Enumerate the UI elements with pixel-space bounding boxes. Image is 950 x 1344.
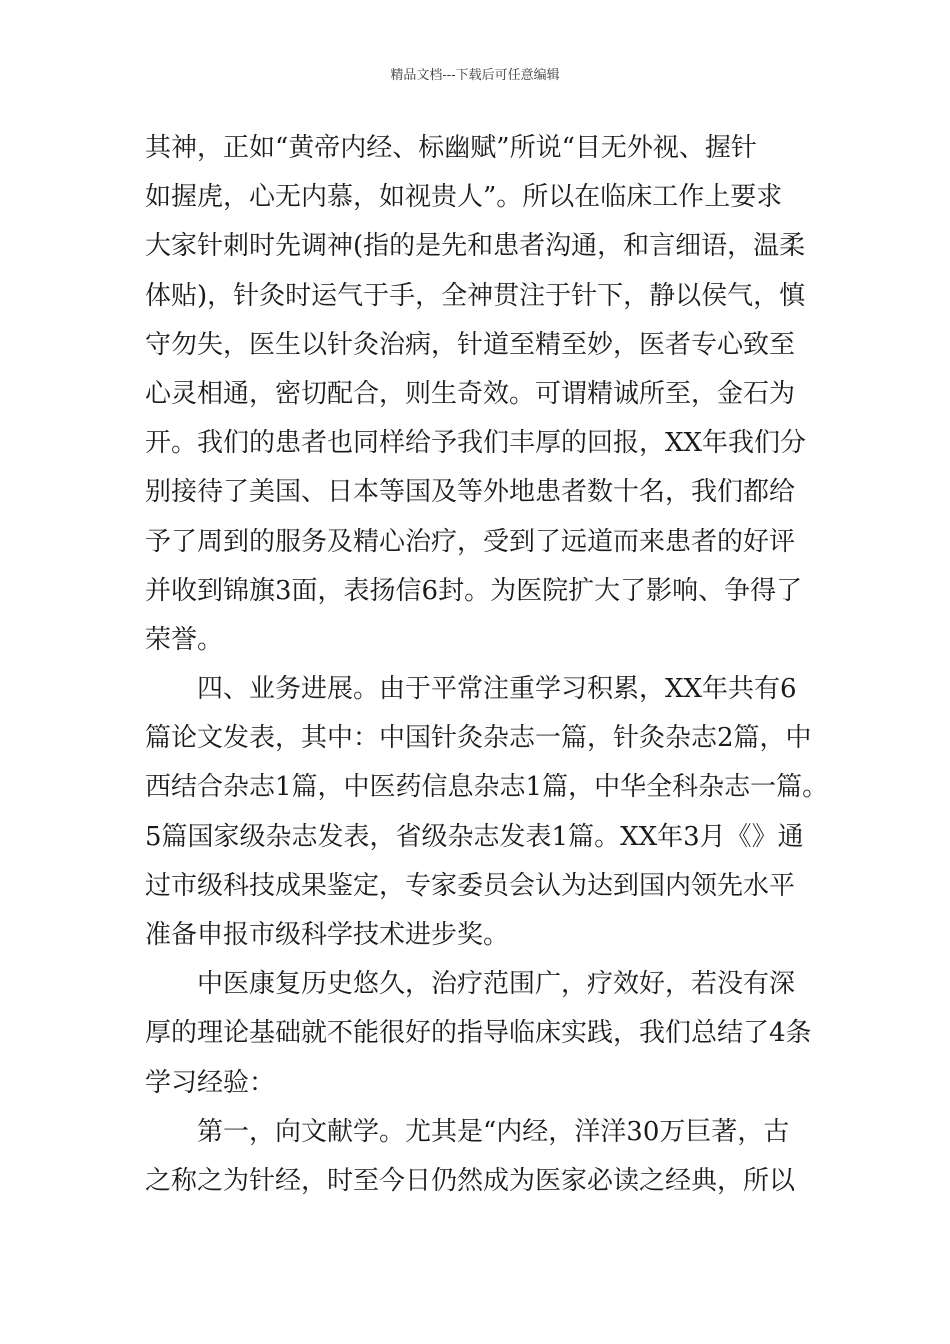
- text-line: 如握虎，心无内慕，如视贵人”。所以在临床工作上要求: [145, 182, 783, 213]
- text-line: 其神，正如“黄帝内经、标幽赋”所说“目无外视、握针: [145, 133, 757, 163]
- text-line: 之称之为针经，时至今日仍然成为医家必读之经典，所以: [145, 1165, 796, 1196]
- text-line: 并收到锦旗3面，表扬信6封。为医院扩大了影响、争得了: [145, 575, 803, 606]
- text-line: 厚的理论基础就不能很好的指导临床实践，我们总结了4条: [145, 1018, 812, 1049]
- paragraph: [145, 1108, 835, 1206]
- text-line: 5篇国家级杂志发表，省级杂志发表1篇。XX年3月《》通: [145, 821, 804, 852]
- text-line: 守勿失，医生以针灸治病，针道至精至妙，医者专心致至: [145, 329, 796, 360]
- text-line: 学习经验：: [145, 1067, 276, 1098]
- text-line: 中医康复历史悠久，治疗范围广，疗效好，若没有深: [197, 969, 796, 1000]
- paragraph: [145, 124, 835, 665]
- text-line: 第一，向文献学。尤其是“内经，洋洋30万巨著，古: [197, 1116, 790, 1147]
- paragraph: [145, 960, 835, 1108]
- paragraph: [145, 665, 835, 960]
- page-header: 精品文档---下载后可任意编辑: [390, 68, 560, 83]
- text-line: 大家针刺时先调神(指的是先和患者沟通，和言细语，温柔: [145, 231, 806, 262]
- text-line: 四、业务进展。由于平常注重学习积累，XX年共有6: [197, 674, 797, 705]
- document-body: [145, 124, 835, 1206]
- text-line: 别接待了美国、日本等国及等外地患者数十名，我们都给: [145, 477, 796, 508]
- text-line: 准备申报市级科学技术进步奖。: [145, 920, 510, 950]
- text-line: 开。我们的患者也同样给予我们丰厚的回报，XX年我们分: [145, 428, 807, 459]
- text-line: 荣誉。: [145, 624, 224, 655]
- text-line: 体贴)，针灸时运气于手，全神贯注于针下，静以侯气，慎: [145, 280, 806, 311]
- text-line: 西结合杂志1篇，中医药信息杂志1篇，中华全科杂志一篇。: [145, 772, 829, 803]
- text-line: 篇论文发表，其中：中国针灸杂志一篇，针灸杂志2篇，中: [145, 723, 812, 754]
- text-line: 心灵相通，密切配合，则生奇效。可谓精诚所至，金石为: [145, 378, 796, 409]
- text-line: 过市级科技成果鉴定，专家委员会认为达到国内领先水平: [145, 870, 796, 901]
- text-line: 予了周到的服务及精心治疗，受到了远道而来患者的好评: [145, 526, 796, 557]
